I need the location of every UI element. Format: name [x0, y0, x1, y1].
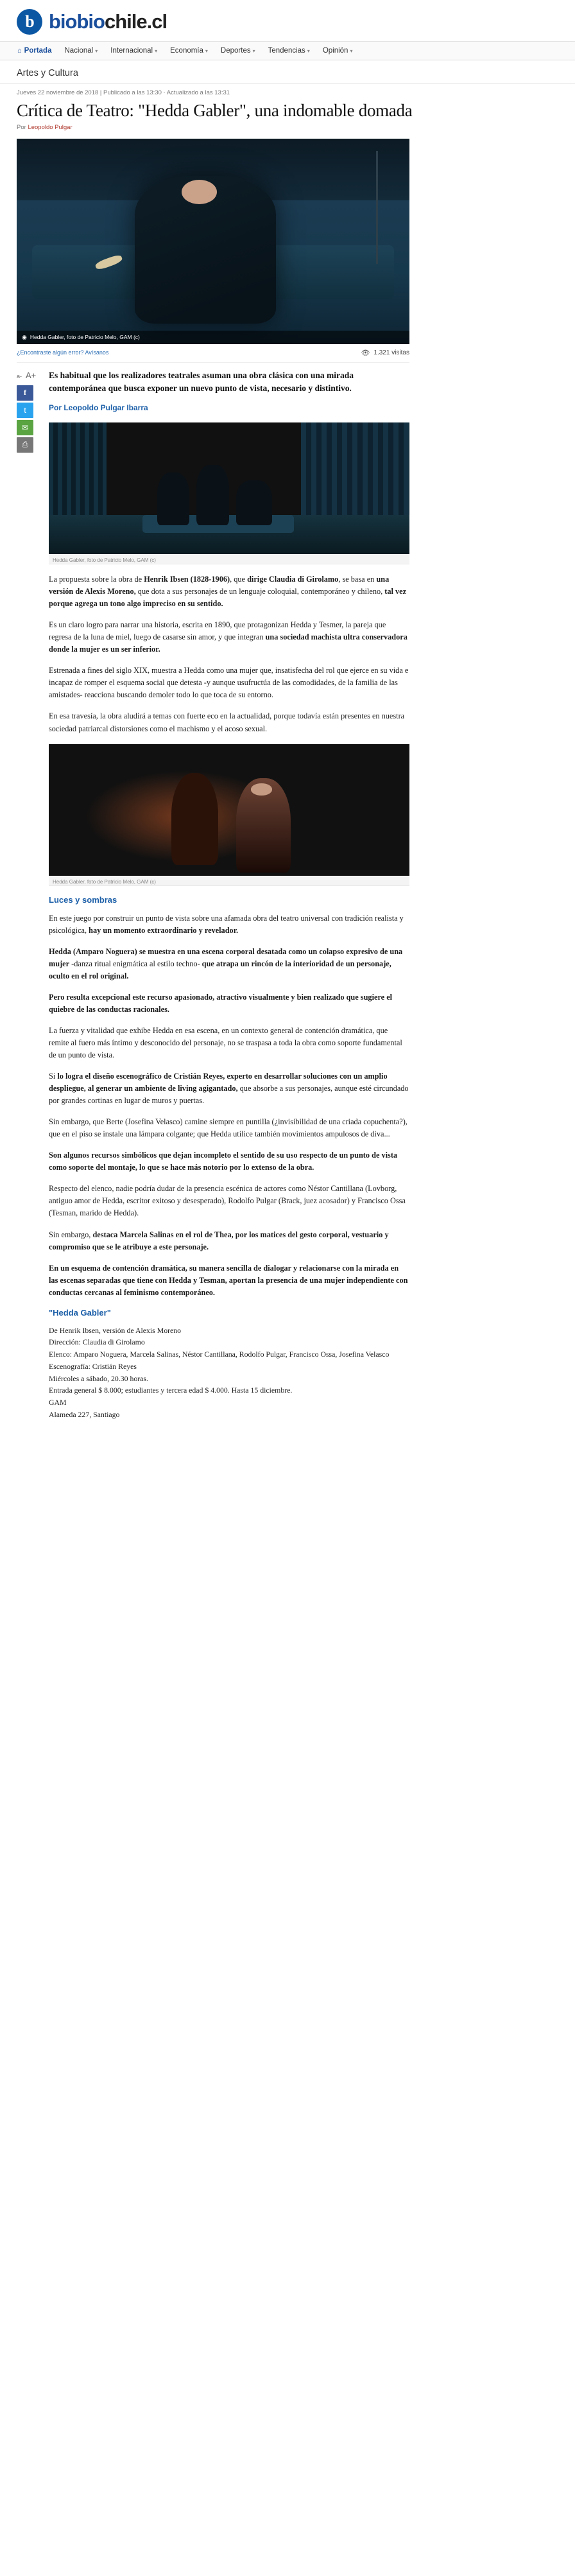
paragraph-3: Estrenada a fines del siglo XIX, muestra a Hedda como una mujer que, insatisfecha del rol que ejerce en su vida e incapaz de romper el esquema social que detesta -y aunque usufructúa de las comodidades, de la familia de las amistades- reacciona buscando demoler todo lo que toca de su entorno.: [49, 666, 409, 700]
photo1-actor-2: [196, 465, 229, 525]
paragraph-6: Hedda (Amparo Noguera) se muestra en una escena corporal desatada como un colapso expresivo de una mujer -danza ritual enigmática al estilo techno- que atrapa un rincón de la interioridad de un personaje, oculto en el rol original.: [49, 946, 403, 980]
photo2-actor-1: [171, 773, 218, 866]
photo2-face: [251, 783, 273, 795]
paragraph-2: Es un claro logro para narrar una historia, escrita en 1890, que protagonizan Hedda y Tesmer, la pareja que regresa de la luna de miel, luego de casarse sin amor, y que integran una sociedad machista ultra conservadora donde la mujer es un ser inferior.: [49, 620, 408, 654]
nav-item-opinion[interactable]: [317, 43, 359, 58]
chevron-down-icon: ▾: [307, 48, 310, 54]
chevron-down-icon: ▾: [350, 48, 353, 54]
subheading-hedda-gabler: "Hedda Gabler": [49, 1307, 111, 1318]
paragraph-4: En esa travesía, la obra aludirá a temas con fuerte eco en la actualidad, porque todavía están presentes en nuestra sociedad patriarcal distorsiones como el machismo y el acoso sexual.: [49, 711, 405, 733]
nav-item-economia[interactable]: [164, 43, 214, 58]
logo-wordmark: [49, 10, 167, 33]
hero-image: [17, 139, 409, 344]
production-credits: [49, 1325, 409, 1421]
credit-line-1: De Henrik Ibsen, versión de Alexis Moreno: [49, 1325, 182, 1335]
subheading-luces-y-sombras: Luces y sombras: [49, 894, 117, 905]
share-facebook-icon[interactable]: f: [17, 385, 33, 401]
paragraph-8: La fuerza y vitalidad que exhibe Hedda en esa escena, en un contexto general de contención dramática, que remite al fuero más íntimo y desconocido del personaje, no se traspasa a toda la obra como soporte fundamental de un punto de vista.: [49, 1025, 402, 1059]
nav-label-opinion: Opinión: [322, 47, 348, 55]
paragraph-5: En este juego por construir un punto de vista sobre una afamada obra del teatro universal con tradición realista y psicológica, hay un momento extraordinario y revelador.: [49, 913, 404, 935]
nav-label-portada: Portada: [24, 47, 52, 55]
share-sidebar: [17, 369, 42, 1438]
camera-icon: ◉: [22, 333, 27, 340]
share-email-icon[interactable]: ✉: [17, 420, 33, 435]
credit-line-2: Dirección: Claudia di Girolamo: [49, 1337, 145, 1347]
article-photo-2: [49, 744, 409, 886]
paragraph-13: Sin embargo, destaca Marcela Salinas en el rol de Thea, por los matices del gesto corporal, vestuario y compromiso que se le atribuye a este personaje.: [49, 1230, 389, 1251]
nav-label-deportes: Deportes: [220, 47, 251, 55]
page-title: Crítica de Teatro: "Hedda Gabler", una indomable domada: [17, 101, 413, 120]
article-photo-1: [49, 422, 409, 564]
nav-item-tendencias[interactable]: [262, 43, 316, 58]
hero-caption-text: Hedda Gabler, foto de Patricio Melo, GAM (c): [30, 334, 140, 341]
paragraph-9: Si lo logra el diseño escenográfico de Cristián Reyes, experto en desarrollar soluciones con un amplio despliegue, al generar un ambiente de living agigantado, que absorbe a sus personajes, aunque esté circundado por grandes cortinas en lugar de muros y puertas.: [49, 1072, 409, 1106]
photo1-actor-1: [157, 473, 190, 525]
paragraph-7: Pero resulta excepcional este recurso apasionado, atractivo visualmente y bien realizado que sugiere el quiebre de las conductas racionales.: [49, 992, 393, 1014]
byline-prefix: Por: [17, 123, 26, 131]
paragraph-10: Sin embargo, que Berte (Josefina Velasco) camine siempre en puntilla (¿invisibilidad de una criada copuchenta?), que en el piso se instale una lámpara colgante; que Hedda utilice también movimientos ampulosos de diva...: [49, 1117, 408, 1139]
masthead: [0, 0, 575, 41]
eye-icon: 👁: [361, 349, 370, 357]
nav-label-internacional: Internacional: [110, 47, 153, 55]
credit-line-7: GAM: [49, 1397, 67, 1407]
view-counter: [361, 349, 409, 357]
utility-left: [17, 349, 108, 356]
nav-item-internacional[interactable]: [105, 43, 163, 58]
footer-spacer: [49, 1421, 409, 1438]
article-photo-1-caption: Hedda Gabler, foto de Patricio Melo, GAM (c): [49, 554, 409, 564]
section-title[interactable]: Artes y Cultura: [0, 60, 575, 84]
logo-text-bio2: bio: [76, 10, 105, 33]
hero-image-wrap: [17, 139, 409, 344]
logo-text-cl: .cl: [146, 10, 167, 33]
article-content: [17, 363, 409, 1438]
share-twitter-icon[interactable]: t: [17, 403, 33, 418]
nav-label-nacional: Nacional: [64, 47, 94, 55]
credit-line-6: Entrada general $ 8.000; estudiantes y tercera edad $ 4.000. Hasta 15 diciembre.: [49, 1386, 293, 1395]
main-navigation[interactable]: [0, 41, 575, 60]
article-lead: Es habitual que los realizadores teatrales asuman una obra clásica con una mirada contemporánea que busca exponer un nuevo punto de vista, necesario y distintivo.: [49, 370, 354, 393]
chevron-down-icon: ▾: [95, 48, 98, 54]
paragraph-12: Respecto del elenco, nadie podría dudar de la presencia escénica de actores como Néstor Cantillana (Lovborg, antiguo amor de Hedda, escritor exitoso y desesperado), Rodolfo Pulgar (Brack, juez acosador) y Francisco Ossa (Tesman, marido de Hedda).: [49, 1184, 406, 1218]
credit-line-4: Escenografía: Cristián Reyes: [49, 1361, 137, 1371]
article-photo-1-image: [49, 422, 409, 554]
nav-item-portada[interactable]: [12, 43, 57, 58]
article-photo-2-caption: Hedda Gabler, foto de Patricio Melo, GAM (c): [49, 876, 409, 886]
nav-item-nacional[interactable]: [58, 43, 103, 58]
hero-lamp: [376, 151, 378, 264]
paragraph-11: Son algunos recursos simbólicos que dejan incompleto el sentido de su uso respecto de un punto de vista como soporte del montaje, lo que se hace más notorio por lo extenso de la obra.: [49, 1151, 398, 1172]
article-author-line: Por Leopoldo Pulgar Ibarra: [49, 403, 148, 413]
nav-label-economia: Economía: [170, 47, 203, 55]
photo1-actor-3: [236, 480, 272, 525]
print-icon[interactable]: ⎙: [17, 437, 33, 453]
logo-mark-icon: b: [17, 9, 42, 35]
chevron-down-icon: ▾: [155, 48, 158, 54]
chevron-down-icon: ▾: [205, 48, 208, 54]
logo-text-bio: bio: [49, 10, 77, 33]
credit-line-8: Alameda 227, Santiago: [49, 1409, 120, 1419]
hero-caption: [17, 331, 409, 344]
font-decrease-button[interactable]: a-: [17, 372, 22, 379]
nav-item-deportes[interactable]: [215, 43, 261, 58]
report-error-link[interactable]: ¿Encontraste algún error? Avísanos: [17, 349, 109, 356]
credit-line-3: Elenco: Amparo Noguera, Marcela Salinas, Néstor Cantillana, Rodolfo Pulgar, Francisco Ossa, Josefina Velasco: [49, 1350, 390, 1359]
byline-author-link[interactable]: Leopoldo Pulgar: [28, 123, 73, 131]
font-increase-button[interactable]: A+: [26, 370, 37, 380]
home-icon: ⌂: [17, 47, 22, 55]
article-timestamp: Jueves 22 noviembre de 2018 | Publicado a las 13:30 · Actualizado a las 13:31: [17, 89, 230, 96]
font-size-controls[interactable]: [17, 370, 42, 380]
paragraph-14: En un esquema de contención dramática, su manera sencilla de dialogar y relacionarse con la mirada en las escenas separadas que tiene con Hedda y Tesman, aportan la presencia de una mujer independiente con conductas cercanas al feminismo contemporáneo.: [49, 1263, 408, 1297]
byline: [17, 124, 558, 131]
logo-text-chile: chile: [105, 10, 147, 33]
credit-line-5: Miércoles a sábado, 20.30 horas.: [49, 1373, 148, 1383]
article-utility-bar: [17, 349, 409, 363]
site-logo[interactable]: [17, 9, 558, 35]
paragraph-1: La propuesta sobre la obra de Henrik Ibsen (1828-1906), que dirige Claudia di Girolamo, se basa en una versión de Alexis Moreno, que dota a sus personajes de un lenguaje coloquial, contemporáneo y chileno, tal vez porque agrega un tono algo impreciso en su sentido.: [49, 575, 407, 609]
view-count-label: 1.321 visitas: [373, 349, 409, 356]
chevron-down-icon: ▾: [252, 48, 255, 54]
article-photo-2-image: [49, 744, 409, 876]
article-body: [42, 369, 409, 1438]
nav-label-tendencias: Tendencias: [268, 47, 305, 55]
